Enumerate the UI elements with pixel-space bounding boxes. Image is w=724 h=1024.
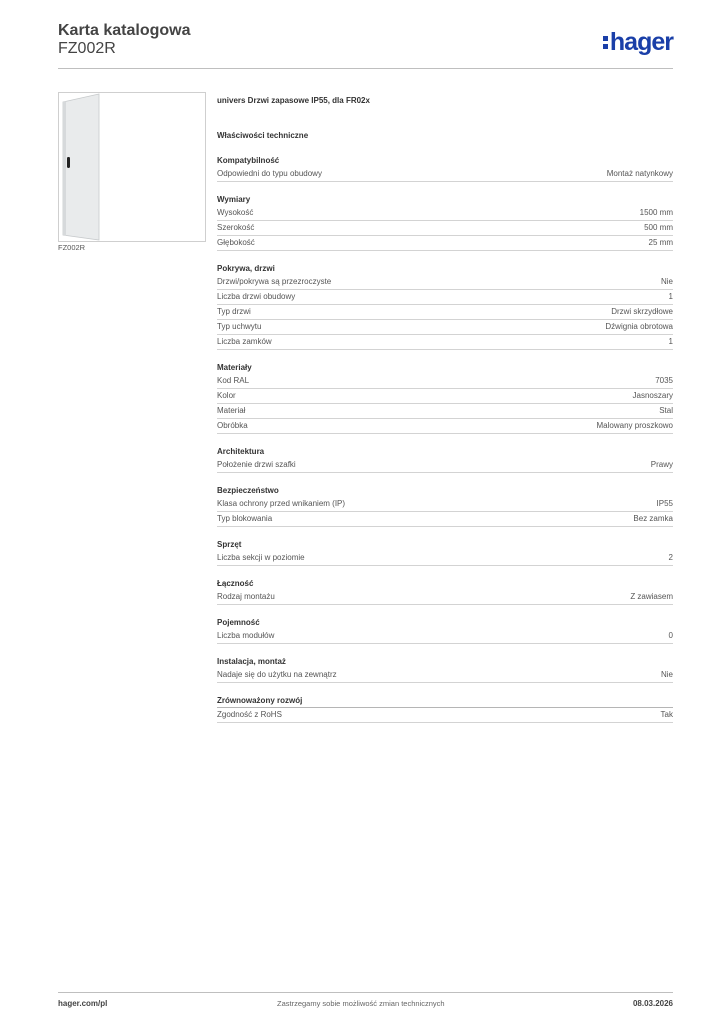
spec-value: Tak	[660, 710, 673, 719]
spec-value: 7035	[655, 376, 673, 385]
section-title: Pojemność	[217, 618, 260, 627]
technical-properties-heading: Właściwości techniczne	[217, 131, 309, 140]
spec-row	[217, 167, 673, 182]
logo-colon-icon	[603, 29, 608, 55]
spec-row	[217, 629, 673, 644]
spec-label: Odpowiedni do typu obudowy	[217, 169, 322, 178]
spec-row	[217, 668, 673, 683]
footer-disclaimer: Zastrzegamy sobie możliwość zmian technicznych	[277, 999, 445, 1008]
spec-row	[217, 305, 673, 320]
spec-value: 2	[668, 553, 673, 562]
spec-label: Obróbka	[217, 421, 248, 430]
spec-value: Z zawiasem	[630, 592, 673, 601]
section-title: Bezpieczeństwo	[217, 486, 279, 495]
spec-section	[217, 538, 673, 566]
header-divider	[58, 68, 673, 69]
logo-text: hager	[609, 28, 673, 56]
spec-row	[217, 206, 673, 221]
spec-label: Typ blokowania	[217, 514, 273, 523]
spec-value: Dźwignia obrotowa	[605, 322, 673, 331]
spec-value: Nie	[660, 277, 673, 286]
spec-value: IP55	[656, 499, 673, 508]
spec-value: Malowany proszkowo	[596, 421, 673, 430]
spec-value: Jasnoszary	[632, 391, 673, 400]
spec-value: 1	[668, 337, 673, 346]
spec-row	[217, 389, 673, 404]
spec-label: Liczba sekcji w poziomie	[217, 553, 305, 562]
section-title: Instalacja, montaż	[217, 657, 286, 666]
spec-label: Położenie drzwi szafki	[217, 460, 296, 469]
page-header	[58, 21, 673, 69]
spec-section	[217, 361, 673, 434]
spec-section	[217, 445, 673, 473]
product-image	[58, 92, 206, 242]
spec-row	[217, 221, 673, 236]
footer-website[interactable]: hager.com/pl	[58, 999, 108, 1008]
spec-label: Głębokość	[217, 238, 255, 247]
spec-label: Klasa ochrony przed wnikaniem (IP)	[217, 499, 346, 508]
spec-label: Kod RAL	[217, 376, 250, 385]
footer-divider	[58, 992, 673, 993]
footer-date: 08.03.2026	[632, 999, 673, 1008]
section-title: Sprzęt	[217, 540, 242, 549]
spec-row	[217, 275, 673, 290]
spec-value: Prawy	[650, 460, 673, 469]
spec-section	[217, 262, 673, 350]
product-code: FZ002R	[58, 40, 116, 57]
spec-section	[217, 484, 673, 527]
spec-section	[217, 154, 673, 182]
spec-label: Rodzaj montażu	[217, 592, 275, 601]
spec-label: Liczba zamków	[217, 337, 272, 346]
spec-value: Drzwi skrzydłowe	[611, 307, 673, 316]
product-description: univers Drzwi zapasowe IP55, dla FR02x	[217, 96, 370, 105]
spec-row	[217, 419, 673, 434]
spec-value: 25 mm	[648, 238, 673, 247]
product-content	[217, 94, 673, 723]
spec-row	[217, 512, 673, 527]
spec-value: 1	[668, 292, 673, 301]
spec-label: Drzwi/pokrywa są przezroczyste	[217, 277, 332, 286]
spec-value: 0	[668, 631, 673, 640]
spec-label: Nadaje się do użytku na zewnątrz	[217, 670, 337, 679]
spec-label: Wysokość	[217, 208, 254, 217]
section-title: Pokrywa, drzwi	[217, 264, 275, 273]
spec-row	[217, 497, 673, 512]
spec-value: Bez zamka	[633, 514, 673, 523]
spec-row	[217, 236, 673, 251]
spec-row	[217, 320, 673, 335]
door-panel-icon	[59, 93, 205, 241]
image-caption: FZ002R	[58, 243, 86, 252]
spec-row	[217, 551, 673, 566]
spec-sections	[217, 154, 673, 723]
spec-label: Kolor	[217, 391, 236, 400]
spec-value: 1500 mm	[639, 208, 673, 217]
document-title: Karta katalogowa	[58, 22, 191, 39]
spec-section	[217, 616, 673, 644]
section-title: Architektura	[217, 447, 265, 456]
spec-label: Zgodność z RoHS	[217, 710, 282, 719]
spec-row	[217, 335, 673, 350]
spec-row	[217, 374, 673, 389]
section-title: Materiały	[217, 363, 252, 372]
spec-row	[217, 404, 673, 419]
spec-section	[217, 193, 673, 251]
spec-section	[217, 655, 673, 683]
spec-value: Montaż natynkowy	[606, 169, 673, 178]
section-title: Kompatybilność	[217, 156, 280, 165]
hager-logo	[603, 29, 673, 55]
spec-row	[217, 590, 673, 605]
section-title: Zrównoważony rozwój	[217, 694, 673, 708]
section-title: Wymiary	[217, 195, 251, 204]
spec-label: Typ drzwi	[217, 307, 251, 316]
spec-row	[217, 708, 673, 723]
spec-label: Liczba drzwi obudowy	[217, 292, 296, 301]
spec-row	[217, 458, 673, 473]
spec-row	[217, 290, 673, 305]
spec-label: Materiał	[217, 406, 246, 415]
spec-section	[217, 694, 673, 723]
spec-label: Szerokość	[217, 223, 255, 232]
spec-label: Liczba modułów	[217, 631, 275, 640]
spec-value: 500 mm	[644, 223, 673, 232]
spec-value: Stal	[659, 406, 673, 415]
spec-section	[217, 577, 673, 605]
spec-label: Typ uchwytu	[217, 322, 262, 331]
section-title: Łączność	[217, 579, 254, 588]
spec-value: Nie	[660, 670, 673, 679]
